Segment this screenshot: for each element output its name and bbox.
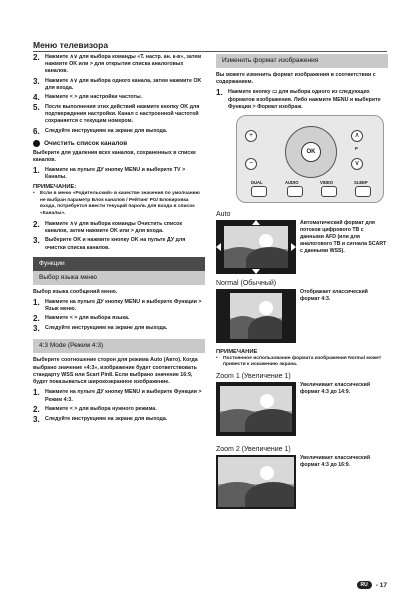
step-item: 1. Нажмите кнопку ▭ для выбора одного из следующих форматов изображения. Либо нажмите MENU и выберите Функции > Формат изображ. [216,88,381,110]
step-item: 2. Нажмите < > для выбора языка. [33,314,130,324]
language-badge: RU [357,581,372,589]
bullet-icon [33,140,40,147]
step-item: 3. Следуйте инструкциям на экране для выхода. [33,414,168,424]
format-label-auto: Auto [216,211,231,219]
remote-control-illustration [236,115,384,203]
note-title: ПРИМЕЧАНИЕ [216,349,258,356]
step-item: 3. Выберите OK и нажмите кнопку OK на пульте ДУ для очистки списка каналов. [33,236,186,251]
audio-label: AUDIO [285,180,299,186]
format-zoom2 [216,455,388,509]
section-intro: Выберите для удаления всех каналов, сохраненных в списке каналов. [33,149,196,163]
channel-up-icon: ∧ [351,130,363,142]
sleep-label: SLEEP [354,180,368,186]
audio-button-icon [287,186,303,197]
step-item: 2. Нажмите < > для выбора нужного режима. [33,404,157,414]
format-label-zoom2: Zoom 2 (Увеличение 1) [216,445,291,453]
arrow-down-icon [252,269,260,274]
format-description: Увеличивает классический формат 4:3 до 14:9. [300,381,371,395]
video-label: VIDEO [320,180,334,186]
channel-down-icon: ∨ [351,158,363,170]
menu-language-bar: Выбор языка меню [33,271,205,285]
format-description: Увеличивает классический формат 4:3 до 16:9. [300,454,371,468]
section-intro: Выберите соотношение сторон для режима Auto (Авто). Когда выбрано значение «4:3», изображение будет соответствовать стандарту WSS или Scart Pin8. Если выбрано значение 16:9, будет показываться широкоэкранное изображение. [33,357,198,386]
functions-section-bar: Функции [33,257,205,271]
picture-format-bar: Изменить формат изображения [216,54,388,68]
section-heading-clear-channels: Очистить список каналов [33,140,205,147]
plus-icon: + [245,130,257,142]
bullet-icon: • [216,356,218,362]
note-title: ПРИМЕЧАНИЕ: [33,184,77,191]
step-item: 1. Нажмите на пульте ДУ кнопку MENU и выберите Функции > Язык меню. [33,298,202,313]
page-footer [357,581,387,589]
format-zoom1 [216,382,388,436]
arrow-left-icon [216,243,221,251]
format-zoom1-illustration [216,382,296,436]
step-item: 4. Нажмите < > для настройки частоты. [33,93,143,103]
step-item: 2. Нажмите ∧∨ для выбора команды Очистить список каналов, затем нажмите OK или > для входа. [33,220,183,235]
landscape-image [220,386,292,432]
title-divider [33,51,387,52]
page-title: Меню телевизора [33,40,109,50]
mode43-bar: 4:3 Mode (Режим 4:3) [33,339,205,353]
bullet-icon: • [33,191,35,197]
landscape-image [230,293,282,339]
landscape-image [224,226,288,268]
arrow-right-icon [291,243,296,251]
dual-label: DUAL [251,180,263,186]
step-item: 2. Нажмите ∧∨ для выбора команды «Т. настр. ан. к-в», затем нажмите OK или > для открытия списка аналоговых каналов. [33,53,202,75]
left-column [33,54,205,426]
note-item: • Постоянное использование формата изображения Normal может привести к искажению экрана. [216,356,382,368]
arrow-up-icon [252,220,260,225]
landscape-image [218,457,294,507]
section-intro: Выбор языка сообщений меню. [33,288,118,295]
video-button-icon [321,186,337,197]
format-label-normal: Normal (Обычный) [216,280,277,288]
format-description: Отображает классический формат 4:3. [300,289,368,303]
step-item: 3. Нажмите ∧∨ для выбора одного канала, затем нажмите OK для входа. [33,76,202,91]
format-normal [216,289,388,343]
ok-button-icon: OK [301,142,321,162]
format-auto [216,220,388,274]
step-item: 3. Следуйте инструкциям на экране для выхода. [33,324,168,334]
tuning-steps [33,54,205,136]
format-normal-illustration [216,289,296,343]
step-item: 6. Следуйте инструкциям на экране для выхода. [33,126,168,136]
step-item: 5. После выполнения этих действий нажмите кнопку OK для подтверждения настройки. Канал с настроенной частотой сохраняется с текущим номером. [33,103,200,125]
page-number: 17 [379,581,387,589]
minus-icon: − [245,158,257,170]
footer-separator: - [375,581,378,589]
dual-button-icon [251,186,267,197]
channel-label: P [355,146,358,152]
step-item: 1. Нажмите на пульте ДУ кнопку MENU и выберите TV > Каналы. [33,166,186,181]
sleep-button-icon [355,186,371,197]
right-column [216,54,388,515]
section-intro: Вы можете изменить формат изображения в соответствии с содержанием. [216,72,376,86]
format-description: Автоматический формат для потоков цифрового ТВ с данными AFD (или для аналогового ТВ и сигнала SCART с данными WSS). [300,220,387,255]
format-auto-illustration [216,220,296,274]
format-label-zoom1: Zoom 1 (Увеличение 1) [216,372,291,380]
format-zoom2-illustration [216,455,296,509]
note-item: • Если в меню «Родительский» в качестве значения по умолчанию не выбран параметр Блок каналов / Рейтинг PG/ Блокировка входа, потребуется ввести текущий пароль для входа в список «Каналы». [33,191,200,216]
step-item: 1. Нажмите на пульте ДУ кнопку MENU и выберите Функции > Режим 4:3. [33,388,202,403]
